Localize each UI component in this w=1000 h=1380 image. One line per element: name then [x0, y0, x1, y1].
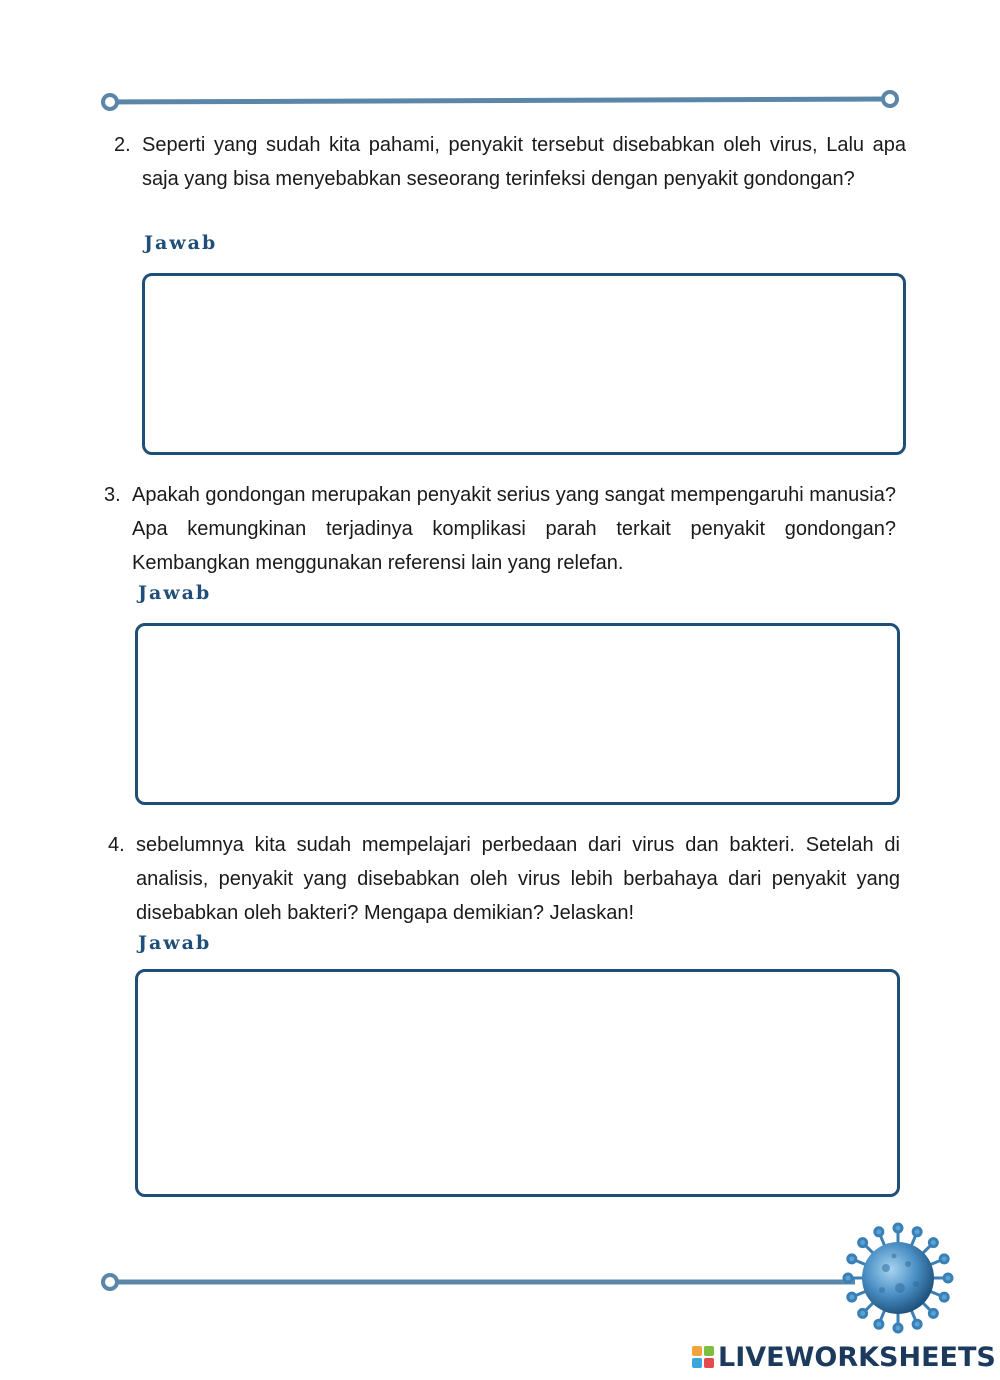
answer-box-2[interactable]: [142, 273, 906, 455]
answer-label: Jawab: [138, 582, 212, 604]
logo-tile: [704, 1346, 714, 1356]
virus-spike-tip: [929, 1309, 937, 1317]
question-text: sebelumnya kita sudah mempelajari perbedaan dari virus dan bakteri. Setelah di analisis, penyakit yang disebabkan oleh virus lebih berbahaya dari penyakit yang disebabkan oleh bakteri? Mengapa demikian? Jelaskan!: [136, 834, 900, 924]
question-number: 2.: [114, 134, 131, 156]
bottom-divider: [100, 1270, 860, 1294]
virus-spike-tip: [894, 1224, 902, 1232]
question-text: Apakah gondongan merupakan penyakit serius yang sangat mempengaruhi manusia? Apa kemungkinan terjadinya komplikasi parah terkait penyakit gondongan? Kembangkan menggunakan referensi lain yang relefan.: [132, 484, 896, 574]
liveworksheets-logo: [692, 1342, 996, 1372]
logo-text: LIVEWORKSHEETS: [718, 1341, 996, 1373]
question-text: Seperti yang sudah kita pahami, penyakit tersebut disebabkan oleh virus, Lalu apa saja yang bisa menyebabkan seseorang terinfeksi dengan penyakit gondongan?: [142, 134, 906, 190]
virus-spike-tip: [859, 1309, 867, 1317]
virus-spike-tip: [940, 1255, 948, 1263]
question-number: 3.: [104, 484, 121, 506]
question-3: [104, 478, 896, 580]
logo-tile: [692, 1346, 702, 1356]
virus-icon: [838, 1218, 958, 1338]
virus-spike-tip: [875, 1228, 883, 1236]
question-2: [114, 128, 906, 196]
top-divider: [100, 88, 904, 112]
answer-label: Jawab: [138, 932, 212, 954]
virus-spike-tip: [875, 1320, 883, 1328]
virus-spike-tip: [848, 1293, 856, 1301]
logo-tile: [704, 1358, 714, 1368]
virus-spike-tip: [859, 1239, 867, 1247]
virus-spike-tip: [940, 1293, 948, 1301]
question-4: [108, 828, 900, 930]
virus-spike-tip: [913, 1320, 921, 1328]
virus-spike-tip: [913, 1228, 921, 1236]
virus-spike-tip: [894, 1324, 902, 1332]
answer-label: Jawab: [144, 232, 218, 254]
virus-spike-tip: [929, 1239, 937, 1247]
logo-tile: [692, 1358, 702, 1368]
answer-box-4[interactable]: [135, 969, 900, 1197]
virus-spike-tip: [844, 1274, 852, 1282]
virus-spike-tip: [848, 1255, 856, 1263]
question-number: 4.: [108, 834, 125, 856]
virus-spike-tip: [944, 1274, 952, 1282]
logo-mark: [692, 1346, 714, 1368]
answer-box-3[interactable]: [135, 623, 900, 805]
